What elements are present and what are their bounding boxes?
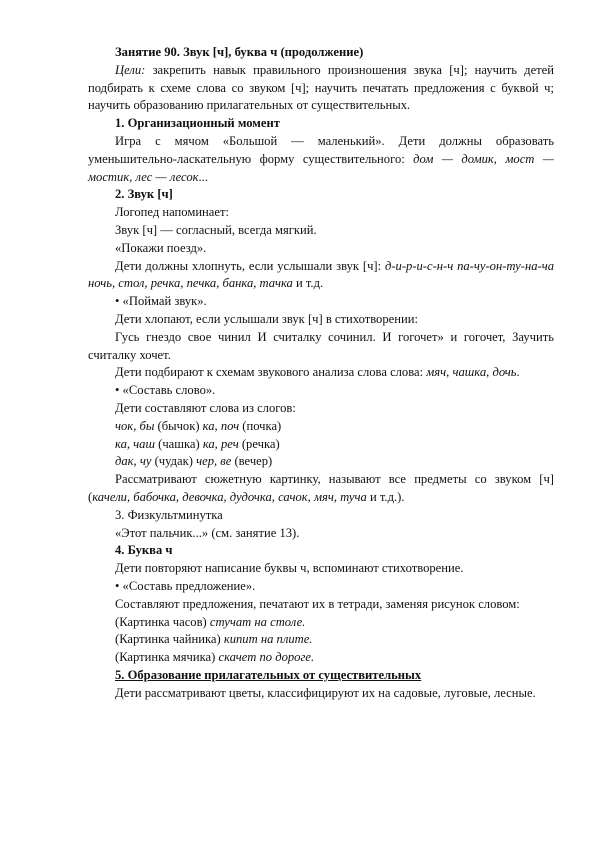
syllable-line	[88, 418, 554, 436]
syllables: чок, бы	[115, 418, 155, 433]
section-2-line-2: Звук [ч] — согласный, всегда мягкий.	[115, 222, 317, 237]
syllable-line	[88, 453, 554, 471]
section-2-line-14-text: Рассматривают сюжетную картинку, называют все предметы со звуком [ч] (	[88, 472, 554, 504]
picture-hint: (Картинка чайника)	[115, 632, 224, 647]
section-5-text: Дети рассматривают цветы, классифицируют их на садовые, луговые, лесные.	[115, 685, 536, 700]
section-1-tail: ...	[198, 169, 208, 184]
syllables: ка, чаш	[115, 436, 155, 451]
syllables: ка, реч	[202, 436, 239, 451]
section-2-line-10: Дети составляют слова из слогов:	[115, 400, 296, 415]
picture-hint: (Картинка мячика)	[115, 650, 219, 665]
syllables: чер, ве	[196, 454, 232, 469]
section-4-line-3: Составляют предложения, печатают их в тетради, заменяя рисунок словом:	[115, 596, 520, 611]
goals-paragraph	[88, 62, 554, 115]
section-2-line-8	[88, 364, 554, 382]
sentence-item	[88, 614, 554, 632]
syllable-answer: (вечер)	[231, 454, 273, 469]
section-heading-2: 2. Звук [ч]	[115, 187, 173, 202]
syllable-answer: (речка)	[238, 436, 280, 451]
syllable-line	[88, 436, 554, 454]
goals-label: Цели:	[115, 62, 146, 77]
section-2-line-6: Дети хлопают, если услышали звук [ч] в стихотворении:	[115, 311, 418, 326]
game-title-sostav-slovo: • «Составь слово».	[115, 383, 216, 398]
section-heading-3: 3. Физкультминутка	[115, 507, 223, 522]
section-1-paragraph	[88, 133, 554, 186]
poem: Гусь гнездо свое чинил И считалку сочинил. И гогочет» и гогочет, Заучить считалку хочет.	[88, 329, 554, 362]
syllable-answer: (чашка)	[154, 436, 203, 451]
section-1-text: Игра с мячом «Большой — маленький». Дети должны образовать уменьшительно-ласкательную форму существительного:	[88, 133, 554, 166]
sentence-item	[88, 631, 554, 649]
syllable-answer: (почка)	[239, 418, 282, 433]
section-heading-4: 4. Буква ч	[115, 543, 173, 558]
sentence-item	[88, 649, 554, 667]
syllables: ка, поч	[202, 418, 240, 433]
goals-text: закрепить навык правильного произношения звука [ч]; научить детей подбирать к схеме слова со звуком [ч]; научить печатать предложения с буквой ч; научить образованию прилагательных от существительных.	[88, 62, 554, 113]
sentence-ending: кипит на плите.	[223, 632, 313, 647]
sentence-ending: скачет по дороге.	[218, 650, 315, 665]
section-2-line-14-tail: и т.д.).	[366, 489, 405, 504]
section-2-line-4-tail: и т.д.	[292, 276, 324, 291]
game-title-poezd: «Покажи поезд».	[115, 240, 207, 255]
section-4-line-1: Дети повторяют написание буквы ч, вспоминают стихотворение.	[115, 561, 464, 576]
section-2-line-4-examples: д-и-р-и-с-н-ч па-чу-он-ту-на-ча ночь, стол, речка, печка, банка, тачка	[88, 258, 555, 291]
syllable-answer: (бычок)	[154, 418, 203, 433]
section-2-line-14-items: качели, бабочка, девочка, дудочка, сачок, мяч, туча	[92, 489, 367, 504]
section-heading-5: 5. Образование прилагательных от существительных	[115, 667, 422, 682]
syllables: дак, чу	[115, 454, 152, 469]
section-2-line-8-text: Дети подбирают к схемам звукового анализа слова слова:	[115, 365, 427, 380]
section-1-examples: дом — домик, мост — мостик, лес — лесок	[88, 151, 554, 184]
section-2-line-4-text: Дети должны хлопнуть, если услышали звук [ч]:	[115, 258, 385, 273]
section-2-line-8-words: мяч, чашка, дочь	[426, 365, 517, 380]
section-2-line-14	[88, 471, 554, 507]
game-title-sostav-predlozhenie: • «Составь предложение».	[115, 578, 256, 593]
section-heading-1: 1. Организационный момент	[115, 116, 280, 131]
document-page	[88, 44, 554, 702]
syllable-answer: (чудак)	[151, 454, 197, 469]
section-3-text: «Этот пальчик...» (см. занятие 13).	[115, 525, 300, 540]
section-2-line-8-tail: .	[516, 365, 520, 380]
section-2-line-1: Логопед напоминает:	[115, 205, 229, 220]
sentence-ending: стучат на столе.	[209, 614, 306, 629]
section-2-line-4	[88, 258, 554, 294]
picture-hint: (Картинка часов)	[115, 614, 210, 629]
game-title-poymai-zvuk: • «Поймай звук».	[115, 294, 207, 309]
lesson-title: Занятие 90. Звук [ч], буква ч (продолжение)	[115, 45, 364, 59]
